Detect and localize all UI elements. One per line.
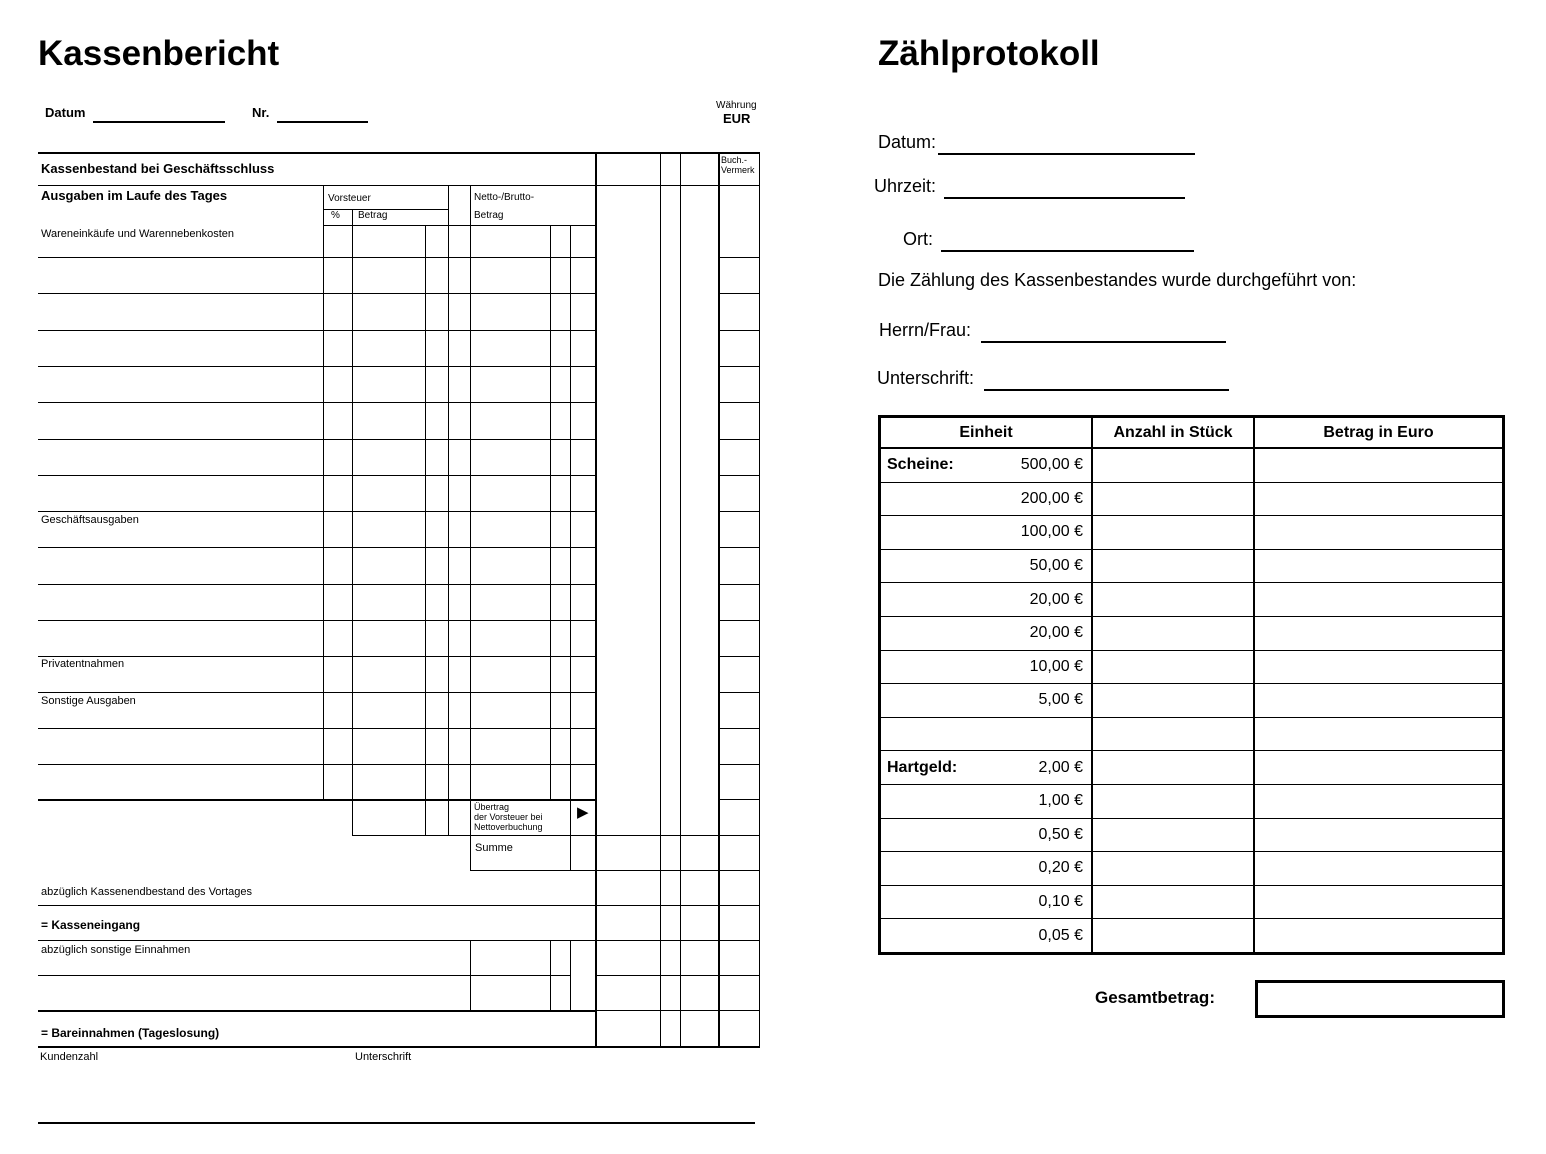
rule-line [550,225,551,799]
denomination-value: 2,00 € [1038,758,1083,776]
zp-person-fill-line [981,341,1226,343]
rule-line [448,185,449,835]
einheit-cell [881,651,1093,684]
rule-line [718,475,760,476]
table-row [881,516,1502,550]
privatentnahmen-label: Privatentnahmen [41,658,125,670]
prozent-column-label: % [331,210,340,221]
rule-line [718,764,760,765]
einheit-cell [881,886,1093,919]
rule-line [470,185,471,870]
betrag-cell [1255,684,1502,717]
rule-line [38,547,595,548]
sonstige-ausgaben-label: Sonstige Ausgaben [41,695,136,707]
rule-line [718,620,760,621]
anzahl-cell [1093,651,1255,684]
betrag-cell [1255,651,1502,684]
geschaeftsausgaben-label: Geschäftsausgaben [41,514,139,526]
zp-person-label: Herrn/Frau: [879,320,972,340]
betrag-cell [1255,919,1502,952]
table-row [881,751,1502,785]
table-row [881,651,1502,685]
table-row [881,919,1502,952]
denomination-value: 200,00 € [1020,489,1083,507]
zp-unterschrift-fill-line [984,389,1229,391]
rule-line [718,656,760,657]
rule-line [38,475,595,476]
table-header-row [881,418,1502,449]
rule-line [718,366,760,367]
anzahl-cell [1093,852,1255,885]
betrag-cell [1255,852,1502,885]
anzahl-cell [1093,516,1255,549]
einheit-cell [881,449,1093,482]
rule-line [38,293,595,294]
rule-line [38,366,595,367]
einheit-cell [881,919,1093,952]
betrag-cell [1255,483,1502,516]
betrag-cell [1255,617,1502,650]
rule-line [550,940,551,1010]
rule-line [38,975,570,976]
table-row [881,718,1502,752]
rule-line [352,209,353,835]
table-row [881,483,1502,517]
gesamtbetrag-box [1255,980,1505,1018]
rule-line [660,152,661,1048]
denomination-value: 10,00 € [1029,657,1083,675]
rule-line [718,584,760,585]
einheit-cell [881,852,1093,885]
uebertrag-note-line3: Nettoverbuchung [474,822,543,832]
betrag-cell [1255,785,1502,818]
kundenzahl-label: Kundenzahl [40,1051,99,1063]
kasseneingang-label: = Kasseneingang [41,918,141,932]
zp-uhrzeit-fill-line [944,197,1185,199]
denomination-value: 20,00 € [1029,624,1083,642]
anzahl-cell [1093,449,1255,482]
rule-line [718,728,760,729]
anzahl-cell [1093,751,1255,784]
rule-line [718,330,760,331]
rule-line [718,547,760,548]
rule-line [759,152,760,1048]
table-row [881,617,1502,651]
waehrung-value: EUR [723,111,751,126]
zp-datum-label: Datum: [878,132,937,152]
rule-line [718,152,720,1048]
waehrung-label: Währung [716,100,757,111]
anzahl-cell [1093,819,1255,852]
anzahl-cell [1093,886,1255,919]
rule-line [595,152,597,1048]
zp-ort-fill-line [941,250,1194,252]
rule-line [718,439,760,440]
rule-line [570,225,571,870]
nr-fill-line [277,121,368,123]
table-row [881,449,1502,483]
denomination-value: 50,00 € [1029,557,1083,575]
unterschrift-label: Unterschrift [355,1051,412,1063]
einheit-cell [881,617,1093,650]
rule-line [38,940,760,941]
table-row [881,886,1502,920]
denomination-group-label: Scheine: [887,456,954,474]
rule-line [718,257,760,258]
kassenbestand-label: Kassenbestand bei Geschäftsschluss [41,161,275,176]
einheit-cell [881,583,1093,616]
rule-line [38,257,595,258]
zp-datum-fill-line [938,153,1195,155]
rule-line [352,835,760,836]
anzahl-cell [1093,785,1255,818]
rule-line [470,940,471,1010]
rule-line [323,225,595,226]
einheit-cell [881,516,1093,549]
datum-fill-line [93,121,225,123]
rule-line [38,764,595,765]
rule-line [718,293,760,294]
rule-line [718,799,760,800]
kassenbericht-table [38,152,760,1048]
einheit-cell [881,751,1093,784]
einheit-cell [881,550,1093,583]
rule-line [38,402,595,403]
rule-line [595,975,760,976]
anzahl-cell [1093,550,1255,583]
rule-line [38,799,595,801]
bareinnahmen-label: = Bareinnahmen (Tageslosung) [41,1026,220,1040]
rule-line [38,1010,595,1012]
betrag-cell [1255,516,1502,549]
datum-label: Datum [45,105,86,120]
rule-line [718,511,760,512]
anzahl-cell [1093,583,1255,616]
vorsteuer-betrag-column-label: Betrag [358,210,388,221]
denomination-value: 0,20 € [1038,859,1083,877]
rule-line [425,225,426,835]
nr-label: Nr. [252,105,270,120]
table-header-betrag: Betrag in Euro [1323,423,1434,441]
rule-line [38,905,760,906]
einheit-cell [881,684,1093,717]
denomination-value: 0,50 € [1038,825,1083,843]
zp-unterschrift-label: Unterschrift: [877,368,975,388]
anzahl-cell [1093,718,1255,751]
anzahl-cell [1093,919,1255,952]
rule-line [718,402,760,403]
rule-line [38,728,595,729]
rule-line [38,330,595,331]
betrag-cell [1255,819,1502,852]
netto-brutto-label-line2: Betrag [474,210,504,221]
zaehlprotokoll-title: Zählprotokoll [878,34,1100,73]
table-row [881,684,1502,718]
anzahl-cell [1093,483,1255,516]
rule-line [38,584,595,585]
rule-line [38,511,595,512]
denomination-value: 20,00 € [1029,590,1083,608]
rule-line [718,692,760,693]
buch-vermerk-label-line2: Vermerk [721,165,755,175]
betrag-cell [1255,751,1502,784]
rule-line [470,870,760,871]
kassenbericht-title: Kassenbericht [38,34,280,73]
vorsteuer-label: Vorsteuer [328,193,371,204]
wareneinkaeufe-label: Wareneinkäufe und Warennebenkosten [41,228,235,240]
einheit-cell [881,483,1093,516]
rule-line [595,1010,760,1011]
rule-line [323,185,324,799]
rule-line [38,692,595,693]
einheit-cell [881,718,1093,751]
denomination-value: 500,00 € [1020,456,1083,474]
table-row [881,785,1502,819]
rule-line [38,620,595,621]
buch-vermerk-label-line1: Buch.- [721,155,748,165]
zaehlprotokoll-table [878,415,1505,955]
table-header-anzahl: Anzahl in Stück [1093,418,1255,447]
denomination-group-label: Hartgeld: [887,758,958,776]
betrag-cell [1255,886,1502,919]
gesamtbetrag-label: Gesamtbetrag: [1095,988,1215,1007]
rule-line [38,152,760,154]
betrag-cell [1255,449,1502,482]
table-row [881,583,1502,617]
table-row [881,852,1502,886]
betrag-cell [1255,718,1502,751]
denomination-value: 0,05 € [1038,926,1083,944]
abzueglich-sonstige-einnahmen-label: abzüglich sonstige Einnahmen [41,944,191,956]
rule-line [680,152,681,1048]
rule-line [570,940,571,1010]
summe-label: Summe [475,842,513,854]
table-row [881,550,1502,584]
einheit-cell [881,785,1093,818]
abzueglich-kassenendbestand-label: abzüglich Kassenendbestand des Vortages [41,886,252,898]
betrag-cell [1255,550,1502,583]
denomination-value: 1,00 € [1038,792,1083,810]
table-header-einheit: Einheit [881,418,1093,447]
rule-line [38,1046,760,1048]
zp-intro-text: Die Zählung des Kassenbestandes wurde durchgeführt von: [878,270,1357,290]
kundenzahl-unterschrift-fill-line [38,1122,755,1124]
betrag-cell [1255,583,1502,616]
denomination-value: 0,10 € [1038,893,1083,911]
denomination-value: 5,00 € [1038,691,1083,709]
table-row [881,819,1502,853]
rule-line [38,656,595,657]
rule-line [38,185,760,186]
rule-line [38,439,595,440]
anzahl-cell [1093,684,1255,717]
zp-ort-label: Ort: [903,229,933,249]
einheit-cell [881,819,1093,852]
uebertrag-arrow-icon: ▶ [577,804,589,821]
anzahl-cell [1093,617,1255,650]
uebertrag-note-line2: der Vorsteuer bei [474,812,543,822]
zp-uhrzeit-label: Uhrzeit: [874,176,937,196]
denomination-value: 100,00 € [1020,523,1083,541]
ausgaben-header-label: Ausgaben im Laufe des Tages [41,188,228,203]
uebertrag-note-line1: Übertrag [474,802,510,812]
netto-brutto-label-line1: Netto-/Brutto- [474,192,535,203]
